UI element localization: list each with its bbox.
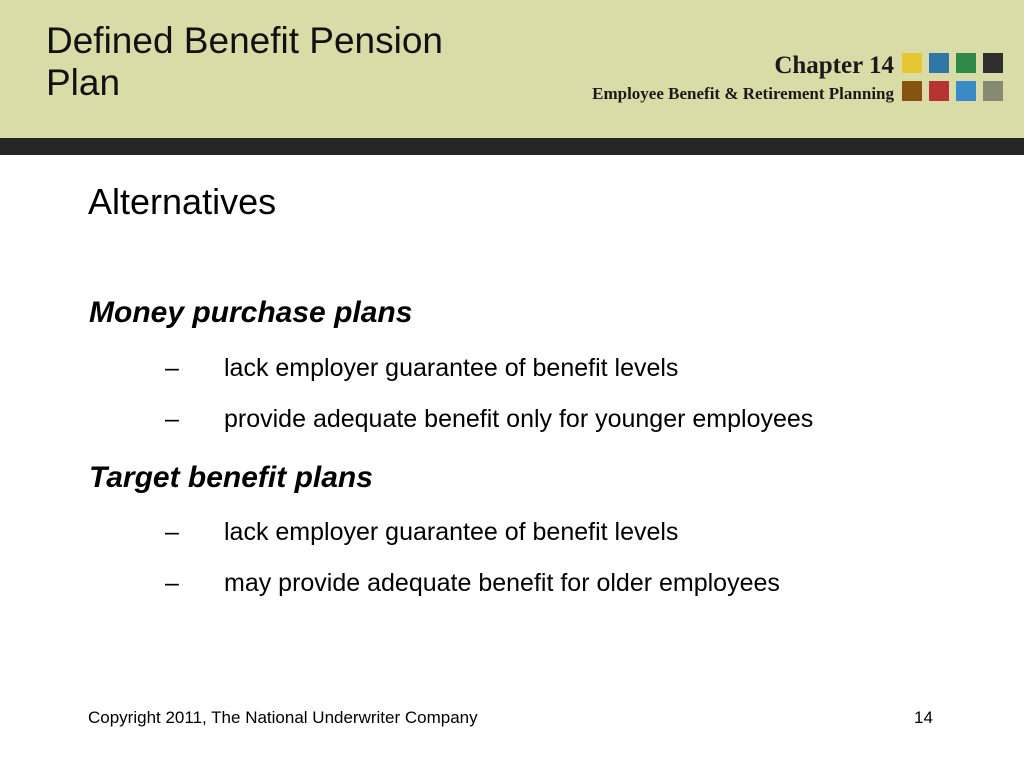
bullet-text: lack employer guarantee of benefit levels	[224, 518, 679, 546]
bullet-item	[0, 567, 1024, 599]
color-swatch	[983, 53, 1003, 73]
header-divider-bar	[0, 138, 1024, 155]
bullet-text: lack employer guarantee of benefit levels	[224, 354, 679, 382]
bullet-item	[0, 352, 1024, 384]
color-swatch	[902, 81, 922, 101]
color-swatch	[983, 81, 1003, 101]
slide-header	[0, 0, 1024, 138]
bullet-text: provide adequate benefit only for younger employees	[224, 405, 814, 433]
slide-content	[0, 155, 1024, 768]
bullet-item	[0, 516, 1024, 548]
plan-title-money-purchase: Money purchase plans	[89, 296, 413, 329]
section-heading: Alternatives	[88, 181, 277, 222]
chapter-block	[592, 50, 894, 105]
slide-title: Defined Benefit Pension Plan	[46, 20, 443, 103]
color-swatch-grid	[902, 53, 1006, 103]
bullet-dash: –	[165, 354, 179, 382]
color-swatch	[956, 81, 976, 101]
bullet-dash: –	[165, 405, 179, 433]
color-swatch	[902, 53, 922, 73]
chapter-label: Chapter 14	[774, 52, 894, 79]
plan-title-target-benefit: Target benefit plans	[89, 461, 373, 494]
bullet-dash: –	[165, 569, 179, 597]
footer-copyright: Copyright 2011, The National Underwriter Company	[88, 708, 478, 727]
chapter-subtitle: Employee Benefit & Retirement Planning	[592, 84, 894, 103]
color-swatch	[929, 53, 949, 73]
bullet-dash: –	[165, 518, 179, 546]
page-number: 14	[914, 708, 933, 727]
bullet-text: may provide adequate benefit for older employees	[224, 569, 780, 597]
bullet-item	[0, 403, 1024, 435]
color-swatch	[929, 81, 949, 101]
color-swatch	[956, 53, 976, 73]
